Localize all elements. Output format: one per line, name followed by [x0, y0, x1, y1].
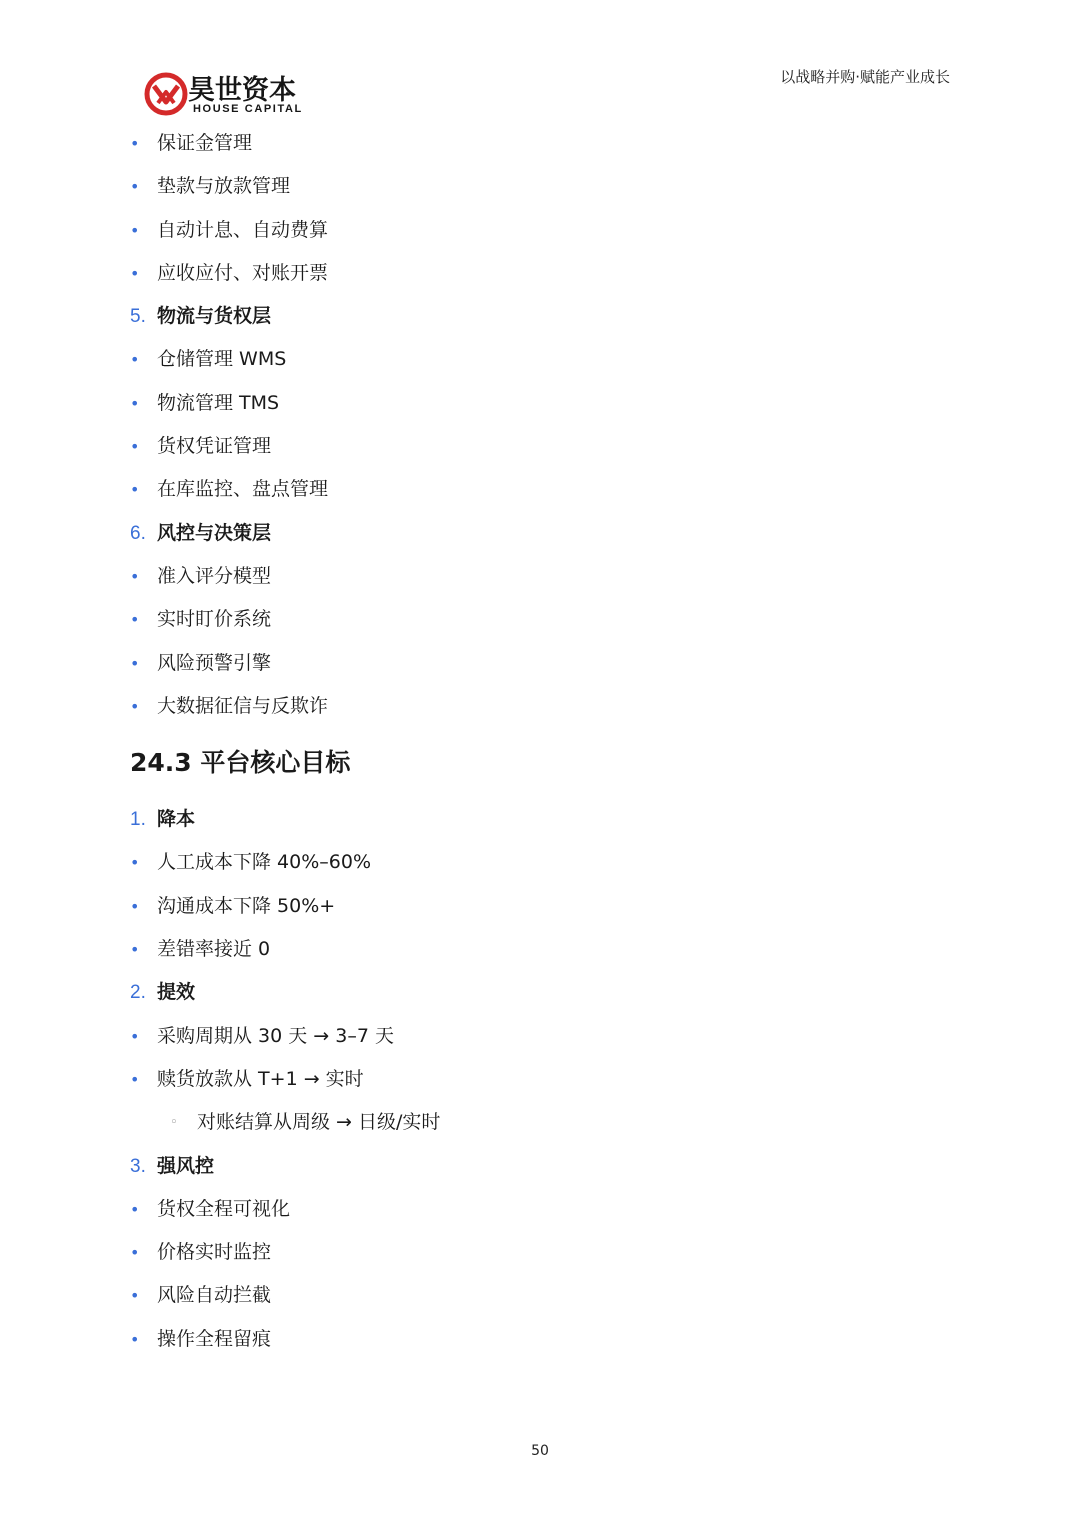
list-item	[130, 885, 950, 928]
item-text: 物流管理 TMS	[157, 391, 280, 414]
list-item	[130, 1231, 950, 1274]
list-item	[130, 928, 950, 971]
page-number: 50	[531, 1443, 549, 1459]
item-text: 强风控	[157, 1154, 215, 1177]
item-text: 货权凭证管理	[157, 435, 272, 458]
item-text: 准入评分模型	[157, 564, 272, 587]
item-number: 3.	[130, 1155, 146, 1177]
item-text: 风控与决策层	[157, 521, 272, 544]
bullet-icon: •	[130, 1199, 140, 1219]
item-text: 降本	[157, 808, 196, 831]
numbered-item	[130, 1145, 950, 1188]
list-item	[130, 468, 950, 511]
bullet-icon: •	[130, 350, 140, 370]
bullet-icon: •	[130, 1329, 140, 1349]
item-number: 6.	[130, 522, 146, 544]
numbered-item	[130, 295, 950, 338]
item-text: 人工成本下降 40%–60%	[157, 851, 372, 874]
item-number: 2.	[130, 982, 146, 1004]
list-item	[130, 1318, 950, 1361]
logo-name-en: HOUSE CAPITAL	[193, 103, 303, 115]
logo-name-cn: 昊世资本	[188, 75, 296, 106]
item-text: 采购周期从 30 天 → 3–7 天	[157, 1024, 394, 1047]
logo-mark-icon	[144, 72, 188, 116]
item-text: 仓储管理 WMS	[157, 348, 287, 371]
bullet-icon: •	[130, 1026, 140, 1046]
item-text: 物流与货权层	[157, 305, 272, 328]
section-heading: 24.3 平台核心目标	[130, 748, 351, 778]
item-text: 价格实时监控	[157, 1241, 272, 1264]
item-text: 应收应付、对账开票	[157, 261, 329, 284]
list-item	[130, 122, 950, 165]
list-item	[130, 209, 950, 252]
bullet-icon: •	[130, 853, 140, 873]
bullet-icon: •	[130, 566, 140, 586]
list-item	[130, 382, 950, 425]
item-number: 1.	[130, 809, 146, 831]
list-item	[130, 685, 950, 728]
list-group-b	[130, 798, 950, 1361]
header-slogan: 以战略并购·赋能产业成长	[780, 68, 950, 86]
item-text: 货权全程可视化	[157, 1197, 291, 1220]
list-item	[130, 252, 950, 295]
bullet-icon: •	[130, 696, 140, 716]
list-item	[130, 1058, 950, 1101]
list-item	[130, 642, 950, 685]
item-text: 差错率接近 0	[157, 938, 271, 961]
bullet-icon: •	[130, 1243, 140, 1263]
list-item	[130, 598, 950, 641]
item-text: 在库监控、盘点管理	[157, 478, 329, 501]
item-text: 赎货放款从 T+1 → 实时	[157, 1067, 364, 1090]
list-item	[130, 841, 950, 884]
bullet-icon: •	[130, 896, 140, 916]
bullet-icon: •	[130, 437, 140, 457]
item-text: 实时盯价系统	[157, 608, 272, 631]
document-body	[130, 122, 950, 1361]
list-item	[130, 555, 950, 598]
list-item	[130, 165, 950, 208]
bullet-icon: •	[130, 263, 140, 283]
item-number: 5.	[130, 306, 146, 328]
list-item	[130, 1274, 950, 1317]
list-item	[130, 1015, 950, 1058]
numbered-item	[130, 512, 950, 555]
list-item	[130, 1188, 950, 1231]
item-text: 对账结算从周级 → 日级/实时	[197, 1111, 441, 1134]
item-text: 大数据征信与反欺诈	[157, 694, 329, 717]
bullet-icon: •	[130, 940, 140, 960]
bullet-icon: •	[130, 480, 140, 500]
bullet-icon: •	[130, 610, 140, 630]
bullet-icon: •	[130, 220, 140, 240]
bullet-icon: •	[130, 1069, 140, 1089]
list-item	[130, 425, 950, 468]
item-text: 提效	[157, 981, 196, 1004]
item-text: 自动计息、自动费算	[157, 218, 329, 241]
bullet-icon: •	[130, 393, 140, 413]
item-text: 风险预警引擎	[157, 651, 272, 674]
sub-list-item	[130, 1101, 950, 1144]
bullet-icon: •	[130, 134, 140, 153]
item-text: 沟通成本下降 50%+	[157, 894, 336, 917]
bullet-icon: •	[130, 1286, 140, 1306]
bullet-icon: •	[130, 653, 140, 673]
item-text: 垫款与放款管理	[157, 175, 291, 198]
item-text: 保证金管理	[157, 132, 253, 154]
item-text: 操作全程留痕	[157, 1327, 272, 1350]
numbered-item	[130, 798, 950, 841]
list-item	[130, 338, 950, 381]
list-group-a	[130, 122, 950, 728]
bullet-icon: •	[130, 177, 140, 197]
sub-bullet-icon: ◦	[170, 1115, 178, 1131]
item-text: 风险自动拦截	[157, 1284, 272, 1307]
company-logo	[144, 70, 334, 120]
numbered-item	[130, 971, 950, 1014]
